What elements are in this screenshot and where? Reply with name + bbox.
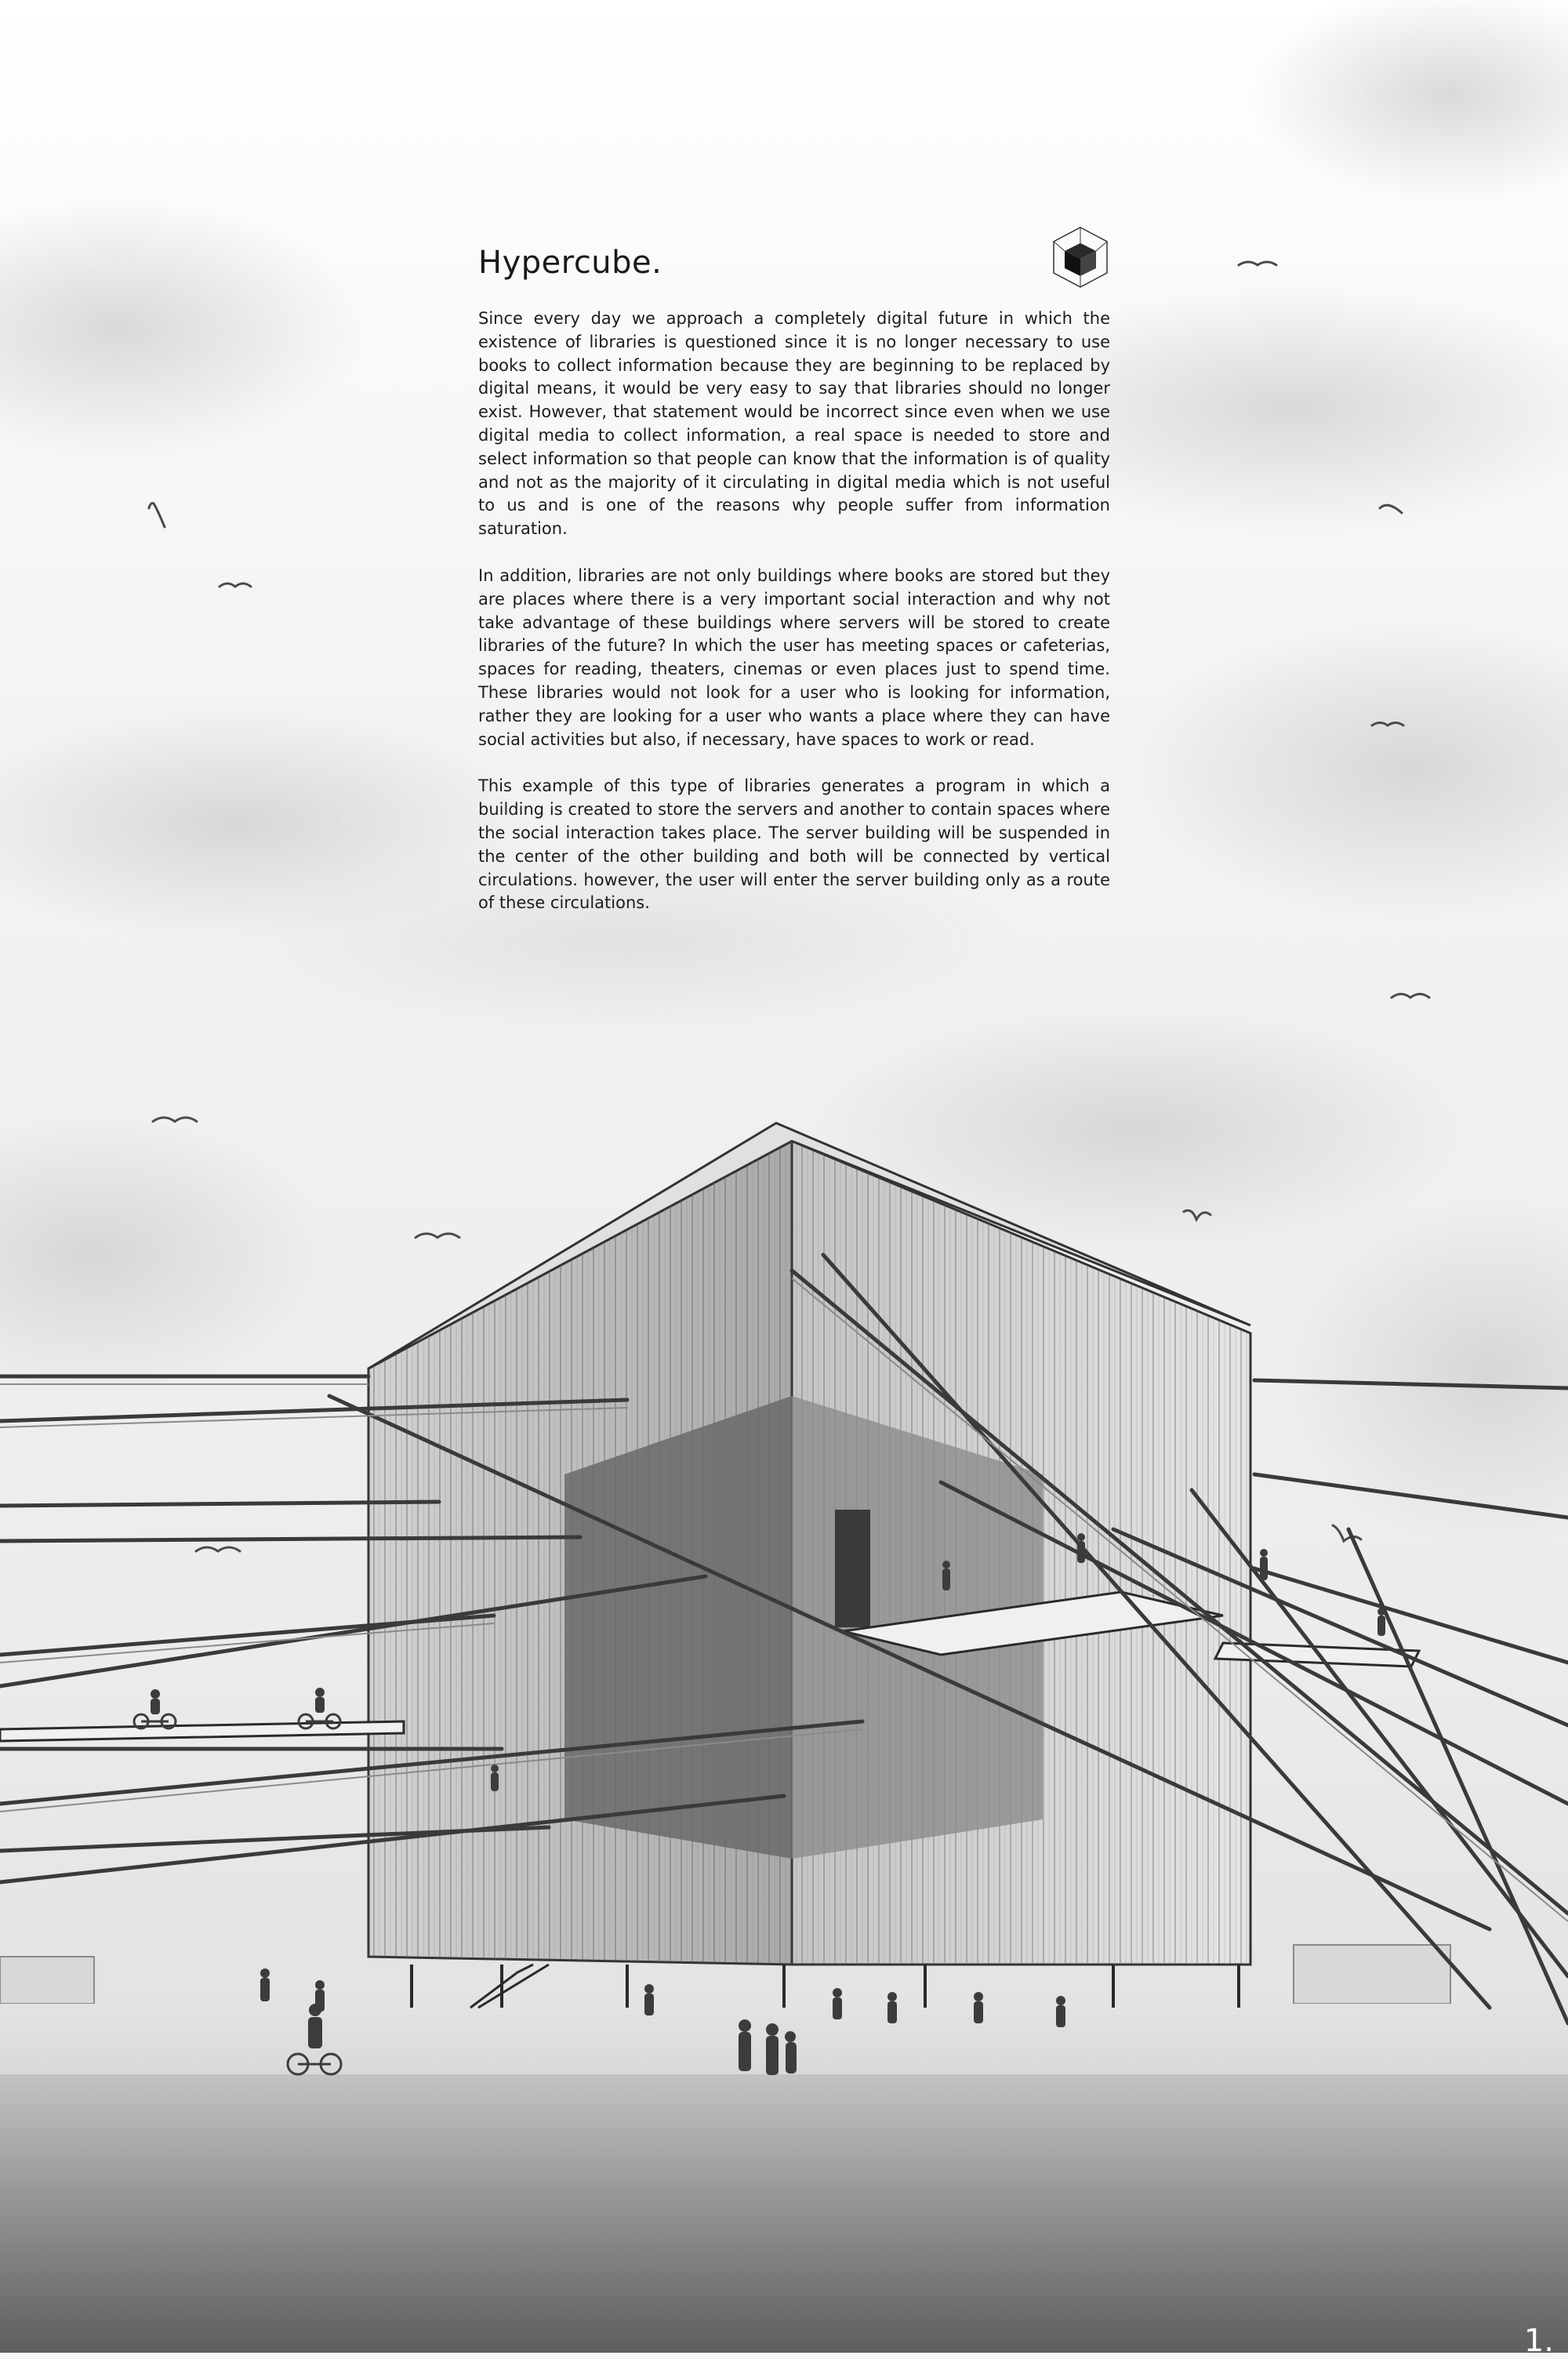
page-title: Hypercube. (478, 245, 662, 281)
cube-logo-icon (1051, 226, 1110, 289)
paragraph-2: In addition, libraries are not only buildings where books are stored but they are places where there is a very important social interaction and why not take advantage of these buildings where servers will be stored to create libraries of the future? In which the user has meeting spaces or cafeterias, spaces for reading, theaters, cinemas or even places just to spend time. These libraries would not look for a user who is looking for information, rather they are looking for a user who wants a place where they can have social activities but also, if necessary, have spaces to work or read. (478, 565, 1110, 749)
paragraph-1: Since every day we approach a completely digital future in which the existence of libraries is questioned since it is no longer necessary to use books to collect information because they are beginning to be replaced by digital means, it would be very easy to say that libraries should no longer exist. However, that statement would be incorrect since even when we use digital media to collect information, a real space is needed to store and select information so that people can know that the information is of quality and not as the majority of it circulating in digital media which is not useful to us and is one of the reasons why people suffer from information saturation. (478, 309, 1110, 539)
description-text (478, 307, 1110, 939)
paragraph-3: This example of this type of libraries generates a program in which a building is created to store the servers and another to contain spaces where the social interaction takes place. The server building will be suspended in the center of the other building and both will be connected by vertical circulations. however, the user will enter the server building only as a route of these circulations. (478, 776, 1110, 913)
server-cube-left (564, 1396, 792, 1859)
page-number: 1. (1523, 2323, 1554, 2359)
